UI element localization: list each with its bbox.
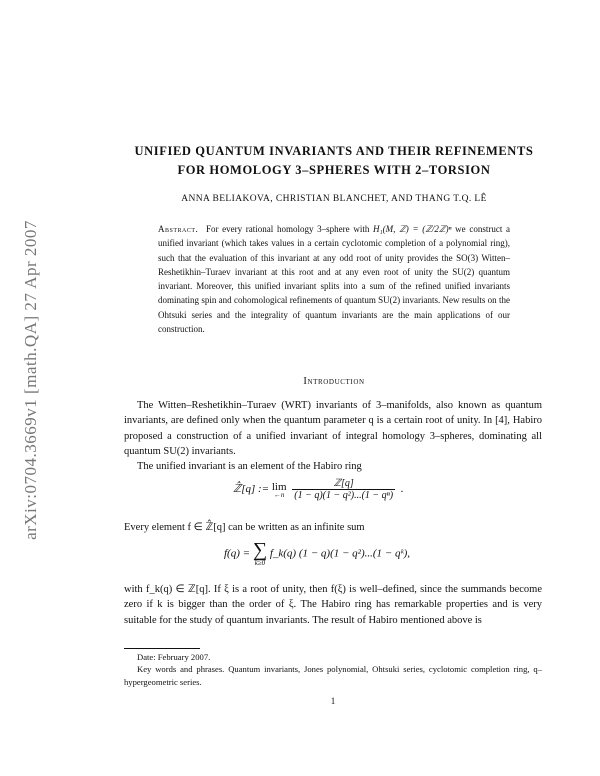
abstract-formula: H₁(M, ℤ) = (ℤ/2ℤ)ⁿ	[373, 224, 452, 234]
paper-title	[120, 142, 548, 180]
sigma-symbol: ∑	[252, 539, 268, 561]
eq1-denominator: (1 − q)(1 − q²)...(1 − qⁿ)	[294, 490, 394, 501]
arxiv-identifier-stamp	[16, 180, 46, 580]
footnote-divider	[124, 648, 200, 649]
equation-infinite-sum	[224, 541, 410, 567]
eq1-lim: lim	[271, 480, 287, 493]
eq2-lhs: f(q) =	[224, 547, 251, 560]
footnote-date: Date: February 2007.	[137, 652, 211, 662]
intro-paragraph-2: The unified invariant is an element of the Habiro ring	[137, 461, 362, 472]
eq1-period: .	[400, 483, 404, 496]
abstract-text-after: we construct a unified invariant (which takes values in a certain cyclotomic completion of a polynomial ring), such that the evaluation of this invariant at any odd root of unity provides the SO(3) Witten–Reshetikhin–Turaev invariant at this root and at any even root of unity the SU(2) quantum invariant. Moreover, this unified invariant splits into a sum of the refined unified invariants dominating spin and cohomological refinements of quantum SU(2) invariants. New results on the Ohtsuki series and the integrality of quantum invariants are the main applications of our construction.	[158, 224, 511, 335]
eq1-inverse-limit	[272, 481, 287, 499]
title-line-2: FOR HOMOLOGY 3–SPHERES WITH 2–TORSION	[177, 163, 491, 177]
arxiv-id-text: arXiv:0704.3669v1 [math.QA] 27 Apr 2007	[21, 220, 40, 540]
eq2-rhs: f_k(q) (1 − q)(1 − q²)...(1 − qᵏ),	[269, 547, 410, 560]
section-heading-introduction: Introduction	[303, 376, 365, 387]
abstract-label: Abstract.	[158, 224, 199, 234]
eq2-sum-subscript: k≥0	[254, 559, 266, 567]
eq2-summation	[253, 541, 267, 567]
intro-paragraph-3: Every element f ∈ ℤ̂[q] can be written as an infinite sum	[124, 522, 365, 533]
abstract-text-before: For every rational homology 3–sphere with	[205, 224, 370, 234]
eq1-fraction	[292, 478, 395, 501]
eq1-numerator: ℤ[q]	[292, 478, 395, 490]
title-line-1: UNIFIED QUANTUM INVARIANTS AND THEIR REFINEMENTS	[134, 144, 534, 158]
eq1-lim-subscript: ←n	[273, 490, 285, 499]
author-list: ANNA BELIAKOVA, CHRISTIAN BLANCHET, AND THANG T.Q. LÊ	[181, 194, 487, 204]
intro-paragraph-4: with f_k(q) ∈ ℤ[q]. If ξ is a root of unity, then f(ξ) is well–defined, since the summands become zero if k is bigger than the order of ξ. The Habiro ring has remarkable properties and is very suitable for the study of quantum invariants. The result of Habiro mentioned above is	[124, 584, 542, 626]
footnote-keywords: Key words and phrases. Quantum invariants, Jones polynomial, Ohtsuki series, cyclotomic completion ring, q–hypergeometric series.	[124, 664, 542, 687]
equation-habiro-ring	[233, 478, 404, 501]
abstract	[158, 222, 510, 336]
page-number: 1	[330, 696, 336, 706]
intro-paragraph-1: The Witten–Reshetikhin–Turaev (WRT) invariants of 3–manifolds, also known as quantum invariants, are defined only when the quantum parameter q is a certain root of unity. In [4], Habiro proposed a construction of a unified invariant of integral homology 3–spheres, dominating all quantum SU(2) invariants.	[124, 400, 542, 457]
eq1-lhs: ℤ̂[q] :=	[233, 483, 270, 496]
